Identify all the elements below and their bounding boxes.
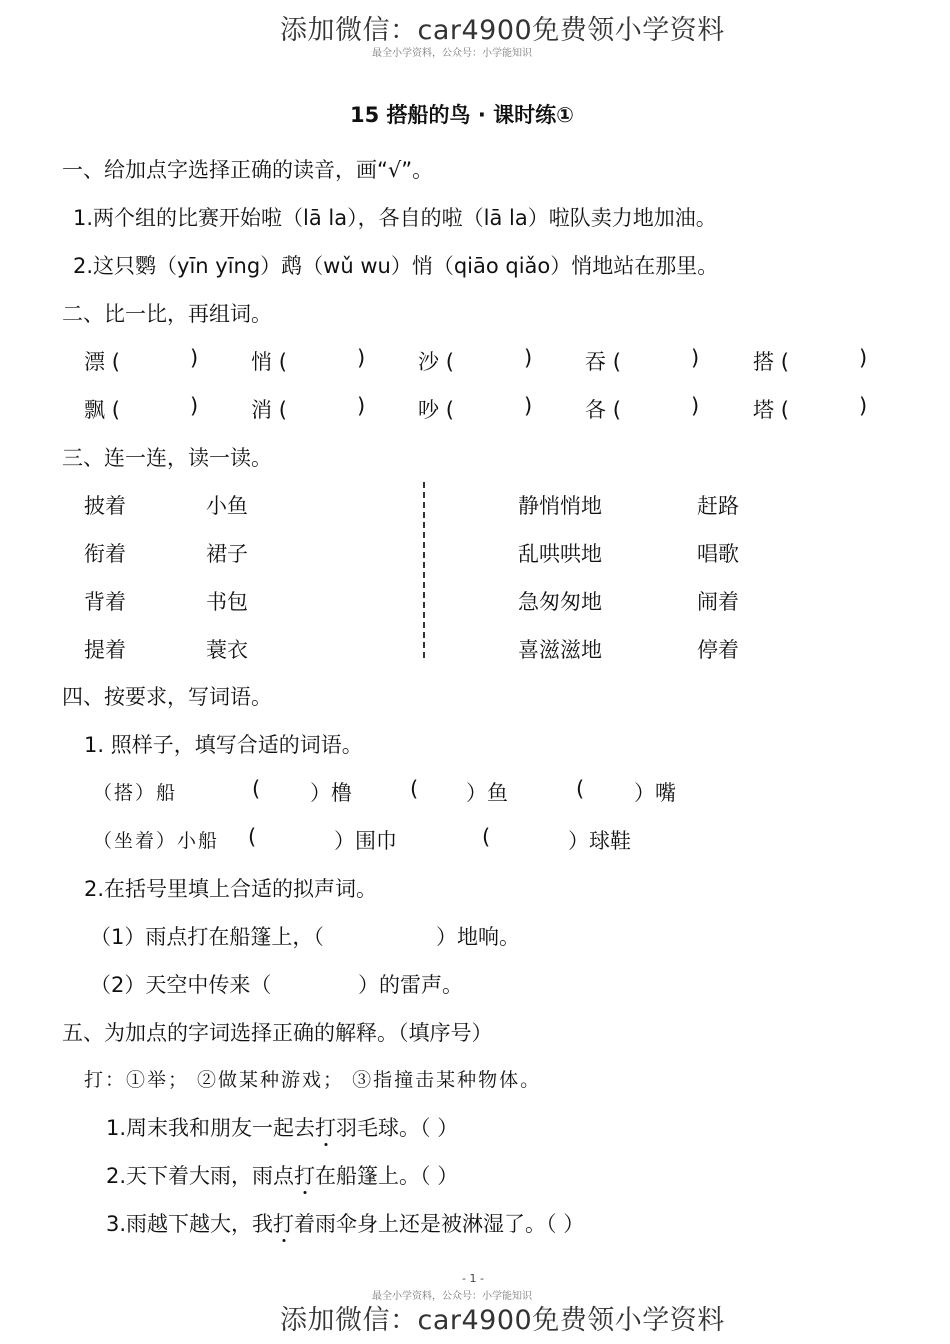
match-left-b: 蓑衣	[206, 638, 248, 662]
open-paren: (	[576, 777, 585, 801]
compare-char: 各 (	[585, 398, 621, 422]
section-5-question-2: 2.天下着大雨，雨点打在船篷上。（ ）	[106, 1160, 458, 1190]
compare-char: 漂 (	[84, 350, 120, 374]
close-paren: )	[190, 346, 199, 370]
section-1-question-1: 1.两个组的比赛开始啦（lā la），各自的啦（lā la）啦队卖力地加油。	[73, 206, 717, 230]
match-right-b: 停着	[697, 638, 739, 662]
compare-char: 沙 (	[418, 350, 454, 374]
page-number: - 1 -	[462, 1272, 484, 1285]
match-left-a: 披着	[84, 494, 126, 518]
compare-char: 悄 (	[251, 350, 287, 374]
match-right-b: 闹着	[697, 590, 739, 614]
fill-item: ）嘴	[634, 781, 676, 805]
match-left-b: 裙子	[206, 542, 248, 566]
match-left-b: 书包	[206, 590, 248, 614]
fill-item: ）球鞋	[568, 829, 631, 853]
footer-small: 最全小学资料，公众号：小学能知识	[372, 1291, 532, 1302]
fill-item: ）橹	[310, 781, 352, 805]
dashed-divider	[423, 482, 425, 658]
dotted-char: 打	[294, 1160, 315, 1190]
compare-char: 塔 (	[753, 398, 789, 422]
section-4-heading: 四、按要求，写词语。	[62, 685, 272, 709]
compare-char: 飘 (	[84, 398, 120, 422]
section-5-question-1: 1.周末我和朋友一起去打羽毛球。（ ）	[106, 1112, 458, 1142]
watermark-bottom: 添加微信：car4900免费领小学资料	[280, 1305, 725, 1336]
example-1: （搭）船	[93, 782, 178, 804]
match-right-a: 乱哄哄地	[518, 542, 602, 566]
section-4-question-1: 1. 照样子，填写合适的词语。	[84, 733, 363, 757]
open-paren: (	[482, 825, 491, 849]
compare-char: 搭 (	[753, 350, 789, 374]
match-left-a: 衔着	[84, 542, 126, 566]
compare-char: 消 (	[251, 398, 287, 422]
fill-item: ）鱼	[466, 781, 508, 805]
close-paren: )	[524, 346, 533, 370]
watermark-top: 添加微信：car4900免费领小学资料	[280, 15, 725, 46]
close-paren: )	[691, 394, 700, 418]
match-left-a: 背着	[84, 590, 126, 614]
section-4-question-2: 2.在括号里填上合适的拟声词。	[84, 877, 378, 901]
section-1-heading: 一、给加点字选择正确的读音，画“√”。	[62, 158, 434, 182]
match-right-a: 静悄悄地	[518, 494, 602, 518]
section-2-heading: 二、比一比，再组词。	[62, 302, 272, 326]
compare-char: 吵 (	[418, 398, 454, 422]
close-paren: )	[859, 394, 868, 418]
open-paren: (	[410, 777, 419, 801]
close-paren: )	[691, 346, 700, 370]
match-right-b: 赶路	[697, 494, 739, 518]
dotted-char: 打	[315, 1112, 336, 1142]
close-paren: )	[524, 394, 533, 418]
compare-char: 吞 (	[585, 350, 621, 374]
open-paren: (	[248, 825, 257, 849]
section-5-question-3: 3.雨越下越大，我打着雨伞身上还是被淋湿了。（ ）	[106, 1208, 584, 1238]
onomatopoeia-1-end: ）地响。	[436, 925, 520, 949]
match-right-a: 喜滋滋地	[518, 638, 602, 662]
definitions: 打：①举； ②做某种游戏； ③指撞击某种物体。	[84, 1069, 542, 1091]
match-right-a: 急匆匆地	[518, 590, 602, 614]
match-left-b: 小鱼	[206, 494, 248, 518]
close-paren: )	[357, 346, 366, 370]
section-5-heading: 五、为加点的字词选择正确的解释。（填序号）	[62, 1021, 493, 1045]
dotted-char: 打	[273, 1208, 294, 1238]
close-paren: )	[190, 394, 199, 418]
match-left-a: 提着	[84, 638, 126, 662]
fill-item: ）围巾	[334, 829, 397, 853]
onomatopoeia-2-start: （2）天空中传来（	[90, 973, 272, 997]
page-title: 15 搭船的鸟 · 课时练①	[350, 103, 574, 127]
close-paren: )	[859, 346, 868, 370]
example-2: （坐着）小船	[93, 830, 220, 852]
onomatopoeia-1-start: （1）雨点打在船篷上，（	[90, 925, 324, 949]
open-paren: (	[252, 777, 261, 801]
match-right-b: 唱歌	[697, 542, 739, 566]
onomatopoeia-2-end: ）的雷声。	[358, 973, 463, 997]
section-3-heading: 三、连一连，读一读。	[62, 446, 272, 470]
close-paren: )	[357, 394, 366, 418]
section-1-question-2: 2.这只鹦（yīn yīng）鹉（wǔ wu）悄（qiāo qiǎo）悄地站在那里。	[73, 254, 719, 278]
watermark-top-sub: 最全小学资料，公众号：小学能知识	[372, 48, 532, 59]
